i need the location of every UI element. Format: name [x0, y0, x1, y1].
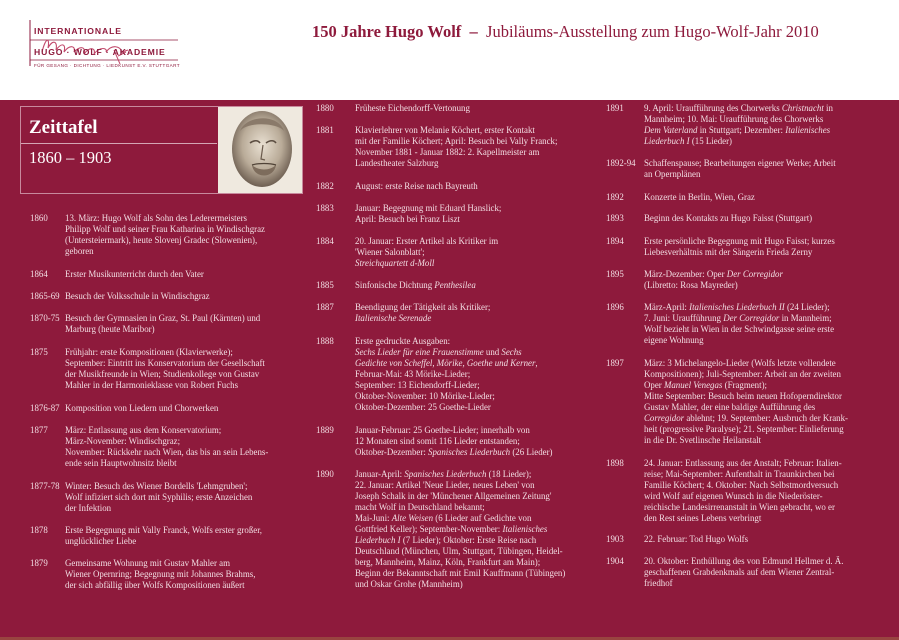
timeline-entry — [606, 556, 899, 589]
timeline-entry — [316, 336, 605, 413]
title-bold: 150 Jahre Hugo Wolf — [312, 22, 462, 41]
entry-year: 1884 — [316, 236, 334, 246]
timeline-entry — [316, 125, 605, 169]
title-dash: – — [469, 22, 478, 41]
entry-text: März-April: Italienisches Liederbuch II (24 Lieder); 7. Juni: Uraufführung Der Corregidor in Mannheim; Wolf bezieht in Wien in der Schwindgasse seine erste eigene Wohnung — [644, 302, 835, 345]
entry-year: 1895 — [606, 269, 624, 279]
zeittafel-title: Zeittafel — [29, 117, 98, 138]
entry-text: Klavierlehrer von Melanie Köchert, erster Kontakt mit der Familie Köchert; April: Besuch bei Vally Franck; November 1881 - Januar 1882: 2. Kapellmeister am Landestheater Salzburg — [355, 125, 558, 168]
entry-text: Früheste Eichendorff-Vertonung — [355, 103, 470, 113]
timeline-entry — [30, 213, 335, 257]
timeline-entry — [30, 269, 335, 280]
entry-text: 20. Januar: Erster Artikel als Kritiker im 'Wiener Salonblatt'; Streichquartett d-Moll — [355, 236, 499, 268]
entry-year: 1893 — [606, 213, 624, 223]
zeittafel-years: 1860 – 1903 — [29, 148, 112, 167]
entry-year: 1865-69 — [30, 291, 60, 301]
entry-year: 1889 — [316, 425, 334, 435]
timeline-entry — [316, 469, 605, 590]
timeline-entry — [606, 213, 899, 224]
entry-year: 1887 — [316, 302, 334, 312]
entry-year: 1880 — [316, 103, 334, 113]
entry-year: 1885 — [316, 280, 334, 290]
entry-year: 1870-75 — [30, 313, 60, 323]
entry-year: 1877-78 — [30, 481, 60, 491]
entry-year: 1904 — [606, 556, 624, 566]
entry-text: Beendigung der Tätigkeit als Kritiker; Italienische Serenade — [355, 302, 491, 323]
entry-text: Erste Begegnung mit Vally Franck, Wolfs erster großer, unglücklicher Liebe — [65, 525, 263, 546]
timeline-entry — [316, 236, 605, 269]
portrait-relief-image — [218, 107, 302, 193]
entry-year: 1890 — [316, 469, 334, 479]
timeline-entry — [606, 358, 899, 446]
timeline-entry — [316, 280, 605, 291]
entry-year: 1891 — [606, 103, 624, 113]
entry-year: 1897 — [606, 358, 624, 368]
entry-year: 1898 — [606, 458, 624, 468]
entry-text: Konzerte in Berlin, Wien, Graz — [644, 192, 755, 202]
entry-text: Beginn des Kontakts zu Hugo Faisst (Stuttgart) — [644, 213, 813, 223]
title-rest: Jubiläums-Ausstellung zum Hugo-Wolf-Jahr 2010 — [486, 22, 819, 41]
timeline-entry — [30, 313, 335, 335]
entry-text: Januar-April: Spanisches Liederbuch (18 Lieder); 22. Januar: Artikel 'Neue Lieder, neues Leben' von Joseph Schalk in der 'Münchener Allgemeinen Zeitung' macht Wolf in Deutschland bekannt; Mai-Juni: Alte Weisen (6 Lieder auf Gedichte von Gottfried Keller); September-November: Italienisches Liederbuch I (7 Lieder); Oktober: Erste Reise nach Deutschland (München, Ulm, Stuttgart, Tübingen, Heidel- berg, Mannheim, Mainz, Köln, Frankfurt am Main); Beginn der Bekanntschaft mit Emil Kauffmann (Tübingen) und Oskar Grohe (Mannheim) — [355, 469, 566, 589]
entry-year: 1888 — [316, 336, 334, 346]
timeline-entry — [316, 302, 605, 324]
timeline-entry — [606, 302, 899, 346]
entry-year: 1877 — [30, 425, 48, 435]
timeline-entry — [30, 403, 335, 414]
timeline-entry — [606, 458, 899, 524]
entry-year: 1894 — [606, 236, 624, 246]
timeline-entry — [606, 103, 899, 147]
entry-year: 1896 — [606, 302, 624, 312]
entry-text: Schaffenspause; Bearbeitungen eigener Werke; Arbeit an Opernplänen — [644, 158, 836, 179]
entry-text: 9. April: Uraufführung des Chorwerks Christnacht in Mannheim; 10. Mai: Uraufführung des Chorwerks Dem Vaterland in Stuttgart; Dezember: Italienisches Liederbuch I (15 Lieder) — [644, 103, 833, 146]
entry-year: 1878 — [30, 525, 48, 535]
timeline-entry — [606, 534, 899, 545]
page-title — [312, 22, 819, 42]
timeline-entry — [30, 558, 335, 591]
entry-text: 24. Januar: Entlassung aus der Anstalt; Februar: Italien- reise; Mai-September: Aufenthalt in Traunkirchen bei Familie Köchert; 4. Oktober: Nach Selbstmordversuch wird Wolf auf eigenen Wunsch in die Niederöster- reichische Landesirrenanstalt in Wien gebracht, wo er den Rest seines Lebens verbringt — [644, 458, 842, 523]
zeittafel-divider — [21, 143, 217, 144]
timeline-entry — [606, 192, 899, 203]
entry-text: Erste gedruckte Ausgaben: Sechs Lieder für eine Frauenstimme und Sechs Gedichte von Scheffel, Mörike, Goethe und Kerner, Februar-Mai: 43 Mörike-Lieder; September: 13 Eichendorff-Lieder; Oktober-November: 10 Mörike-Lieder; Oktober-Dezember: 25 Goethe-Lieder — [355, 336, 538, 412]
entry-year: 1892 — [606, 192, 624, 202]
entry-text: Gemeinsame Wohnung mit Gustav Mahler am Wiener Opernring; Begegnung mit Johannes Brahms, der sich abfällig über Wolfs Kompositionen äußert — [65, 558, 256, 590]
entry-text: Erste persönliche Begegnung mit Hugo Faisst; kurzes Liebesverhältnis mit der Sängerin Frieda Zerny — [644, 236, 835, 257]
entry-year: 1875 — [30, 347, 48, 357]
timeline-entry — [316, 181, 605, 192]
header — [0, 0, 899, 100]
entry-text: Januar: Begegnung mit Eduard Hanslick; April: Besuch bei Franz Liszt — [355, 203, 502, 224]
timeline-entry — [316, 425, 605, 458]
logo-line-2: HUGO · WOLF · AKADEMIE — [34, 47, 166, 57]
entry-year: 1879 — [30, 558, 48, 568]
entry-year: 1864 — [30, 269, 48, 279]
entry-text: Sinfonische Dichtung Penthesilea — [355, 280, 476, 290]
timeline-entry — [606, 269, 899, 291]
timeline-entry — [316, 203, 605, 225]
timeline-panel — [0, 100, 899, 640]
entry-text: 20. Oktober: Enthüllung des von Edmund Hellmer d. Ä. geschaffenen Grabdenkmals auf dem Wiener Zentral- friedhof — [644, 556, 844, 588]
entry-text: Januar-Februar: 25 Goethe-Lieder; innerhalb von 12 Monaten sind somit 116 Lieder entstanden; Oktober-Dezember: Spanisches Liederbuch (26 Lieder) — [355, 425, 553, 457]
timeline-entry — [606, 236, 899, 258]
entry-text: März: Entlassung aus dem Konservatorium; März-November: Windischgraz; November: Rückkehr nach Wien, das bis an sein Lebens- ende sein Hauptwohnsitz bleibt — [65, 425, 269, 468]
timeline-entry — [30, 481, 335, 514]
timeline-entry — [30, 347, 335, 391]
entry-year: 1883 — [316, 203, 334, 213]
timeline-entry — [316, 103, 605, 114]
entry-year: 1881 — [316, 125, 334, 135]
entry-text: August: erste Reise nach Bayreuth — [355, 181, 478, 191]
timeline-entry — [30, 525, 335, 547]
entry-text: 22. Februar: Tod Hugo Wolfs — [644, 534, 749, 544]
entry-text: März-Dezember: Oper Der Corregidor (Libretto: Rosa Mayreder) — [644, 269, 783, 290]
logo-line-3: FÜR GESANG · DICHTUNG · LIEDKUNST E.V. STUTTGART — [34, 63, 180, 68]
entry-text: Erster Musikunterricht durch den Vater — [65, 269, 204, 279]
entry-text: Besuch der Gymnasien in Graz, St. Paul (Kärnten) und Marburg (heute Maribor) — [65, 313, 261, 334]
entry-text: März: 3 Michelangelo-Lieder (Wolfs letzte vollendete Kompositionen); Juli-September: Arbeit an der zweiten Oper Manuel Venegas (Fragment); Mitte September: Besuch beim neuen Hofoperndirektor Gustav Mahler, der eine baldige Aufführung des Corregidor ablehnt; 19. September: Ausbruch der Krank- heit (progressive Paralyse); 21. September: Einlieferung in die Dr. Svetlinsche Heilanstalt — [644, 358, 849, 445]
entry-year: 1882 — [316, 181, 334, 191]
academy-logo — [28, 16, 188, 78]
entry-text: Komposition von Liedern und Chorwerken — [65, 403, 219, 413]
timeline-entry — [606, 158, 899, 180]
entry-text: 13. März: Hugo Wolf als Sohn des Lederermeisters Philipp Wolf und seiner Frau Katharina in Windischgraz (Untersteiermark), heute Slovenj Gradec (Slowenien), geboren — [65, 213, 265, 256]
entry-year: 1892-94 — [606, 158, 636, 168]
entry-year: 1860 — [30, 213, 48, 223]
timeline-entry — [30, 425, 335, 469]
logo-line-1: INTERNATIONALE — [34, 26, 122, 36]
entry-text: Besuch der Volksschule in Windischgraz — [65, 291, 210, 301]
entry-year: 1876-87 — [30, 403, 60, 413]
entry-year: 1903 — [606, 534, 624, 544]
timeline-entry — [30, 291, 335, 302]
entry-text: Winter: Besuch des Wiener Bordells 'Lehmgruben'; Wolf infiziert sich dort mit Syphilis; erste Anzeichen der Infektion — [65, 481, 253, 513]
zeittafel-box — [20, 106, 303, 194]
entry-text: Frühjahr: erste Kompositionen (Klavierwerke); September: Eintritt ins Konservatorium der Gesellschaft der Musikfreunde in Wien; Studienkollege von Gustav Mahler in der Harmonieklasse von Robert Fuchs — [65, 347, 265, 390]
